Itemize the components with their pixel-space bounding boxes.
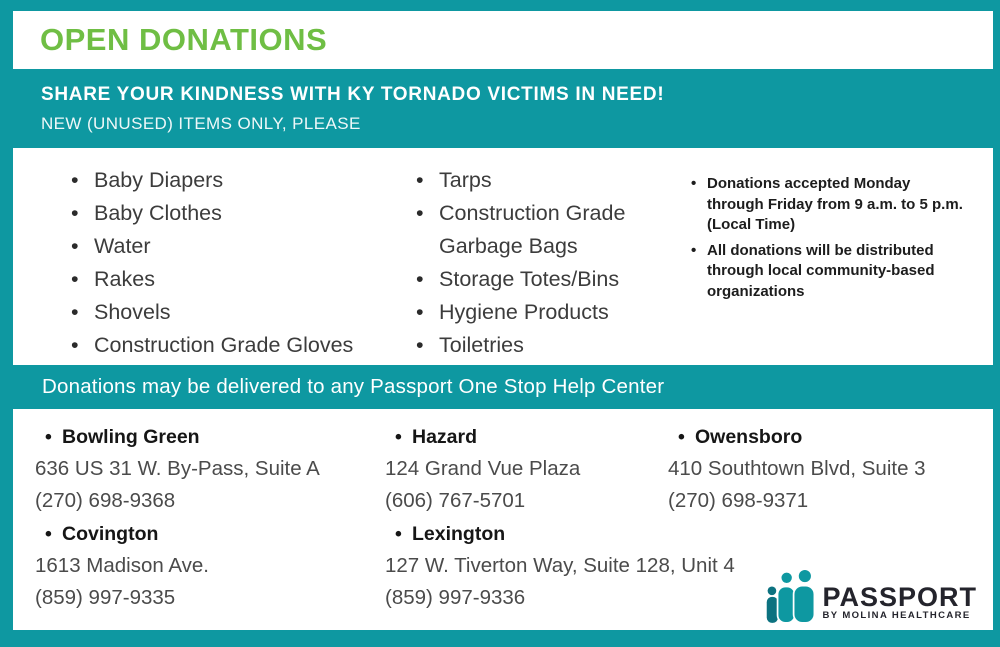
- notes-list: [684, 174, 967, 302]
- location-name: • Owensboro: [668, 422, 993, 453]
- page-title: OPEN DONATIONS: [40, 22, 328, 57]
- headline: SHARE YOUR KINDNESS WITH KY TORNADO VICTIMS IN NEED!: [41, 84, 665, 105]
- location-covington: [35, 519, 385, 613]
- list-item: • Baby Diapers: [61, 164, 406, 197]
- subheadline: NEW (UNUSED) ITEMS ONLY, PLEASE: [41, 114, 361, 133]
- location-hazard: [385, 422, 668, 516]
- list-item: • Construction Grade Gloves: [61, 329, 406, 362]
- list-item: • Shovels: [61, 296, 406, 329]
- location-address: 410 Southtown Blvd, Suite 3: [668, 457, 926, 480]
- location-address: 636 US 31 W. By-Pass, Suite A: [35, 457, 320, 480]
- donation-items-band: [13, 148, 993, 365]
- people-icon: [765, 569, 817, 623]
- list-item: • Rakes: [61, 263, 406, 296]
- note-item: • Donations accepted Monday through Friday from 9 a.m. to 5 p.m. (Local Time): [684, 174, 967, 236]
- location-bowling-green: [35, 422, 385, 516]
- location-address: 1613 Madison Ave.: [35, 554, 209, 577]
- location-name: • Bowling Green: [35, 422, 385, 453]
- logo-text: [822, 582, 977, 623]
- location-phone: (606) 767-5701: [385, 488, 526, 512]
- headline-band: [13, 69, 993, 148]
- list-item: • Hygiene Products: [406, 296, 678, 329]
- header-band: [13, 11, 993, 69]
- items-column-1: [61, 164, 406, 365]
- note-item: • All donations will be distributed through local community-based organizations: [684, 241, 967, 303]
- location-lexington: [385, 519, 735, 613]
- delivery-band: [13, 365, 993, 409]
- list-item: • Toiletries: [406, 329, 678, 362]
- delivery-text: Donations may be delivered to any Passport One Stop Help Center: [42, 375, 665, 398]
- location-name: • Lexington: [385, 519, 668, 550]
- logo-tagline: BY MOLINA HEALTHCARE: [822, 610, 971, 621]
- location-phone: (270) 698-9371: [668, 488, 809, 512]
- list-item: • Storage Totes/Bins: [406, 263, 678, 296]
- location-name: • Hazard: [385, 422, 668, 453]
- passport-logo: [765, 569, 977, 623]
- location-phone: (859) 997-9335: [35, 585, 176, 609]
- items-list-1: [61, 164, 406, 362]
- location-name: • Covington: [35, 519, 385, 550]
- location-owensboro: [668, 422, 993, 516]
- location-address: 124 Grand Vue Plaza: [385, 457, 581, 480]
- location-phone: (270) 698-9368: [35, 488, 176, 512]
- notes-column: [678, 164, 983, 365]
- items-list-2: [406, 164, 678, 362]
- location-phone: (859) 997-9336: [385, 585, 526, 609]
- locations-band: [13, 409, 993, 630]
- list-item: • Baby Clothes: [61, 197, 406, 230]
- list-item: • Water: [61, 230, 406, 263]
- list-item: • Construction Grade Garbage Bags: [406, 197, 678, 263]
- logo-brand: PASSPORT: [822, 582, 977, 612]
- items-column-2: [406, 164, 678, 365]
- location-address: 127 W. Tiverton Way, Suite 128, Unit 4: [385, 554, 735, 577]
- list-item: • Tarps: [406, 164, 678, 197]
